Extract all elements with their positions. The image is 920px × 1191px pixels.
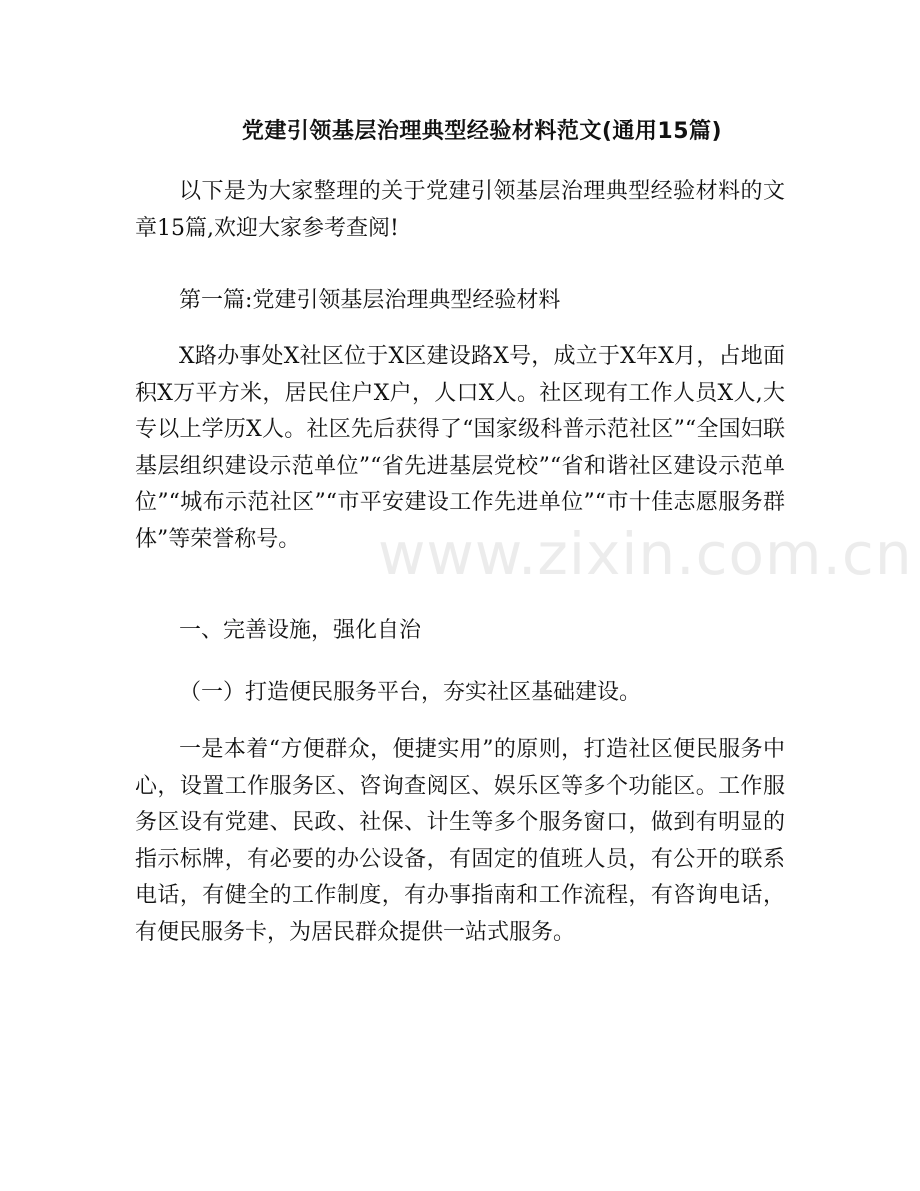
- body-paragraph-1: X路办事处X社区位于X区建设路X号，成立于X年X月，占地面积X万平方米，居民住户X户，人口X人。社区现有工作人员X人,大专以上学历X人。社区先后获得了“国家级科普示范社区”“全国妇联基层组织建设示范单位”“省先进基层党校”“省和谐社区建设示范单位”“城布示范社区”“市平安建设工作先进单位”“市十佳志愿服务群体”等荣誉称号。: [135, 344, 785, 552]
- body-paragraph-2: 一是本着“方便群众，便捷实用”的原则，打造社区便民服务中心，设置工作服务区、咨询查阅区、娱乐区等多个功能区。工作服务区设有党建、民政、社保、计生等多个服务窗口，做到有明显的指示标牌，有必要的办公设备，有固定的值班人员，有公开的联系电话，有健全的工作制度，有办事指南和工作流程，有咨询电话，有便民服务卡，为居民群众提供一站式服务。: [135, 737, 785, 945]
- section-heading: 一、完善设施，强化自治: [179, 618, 422, 643]
- watermark: www.zixin.com.cn: [378, 520, 913, 588]
- document-title: 党建引领基层治理典型经验材料范文(通用15篇): [241, 119, 723, 144]
- subsection-heading: （一）打造便民服务平台，夯实社区基础建设。: [179, 680, 642, 705]
- chapter-heading: 第一篇:党建引领基层治理典型经验材料: [179, 288, 561, 313]
- intro-paragraph: 以下是为大家整理的关于党建引领基层治理典型经验材料的文章15篇,欢迎大家参考查阅!: [135, 179, 785, 241]
